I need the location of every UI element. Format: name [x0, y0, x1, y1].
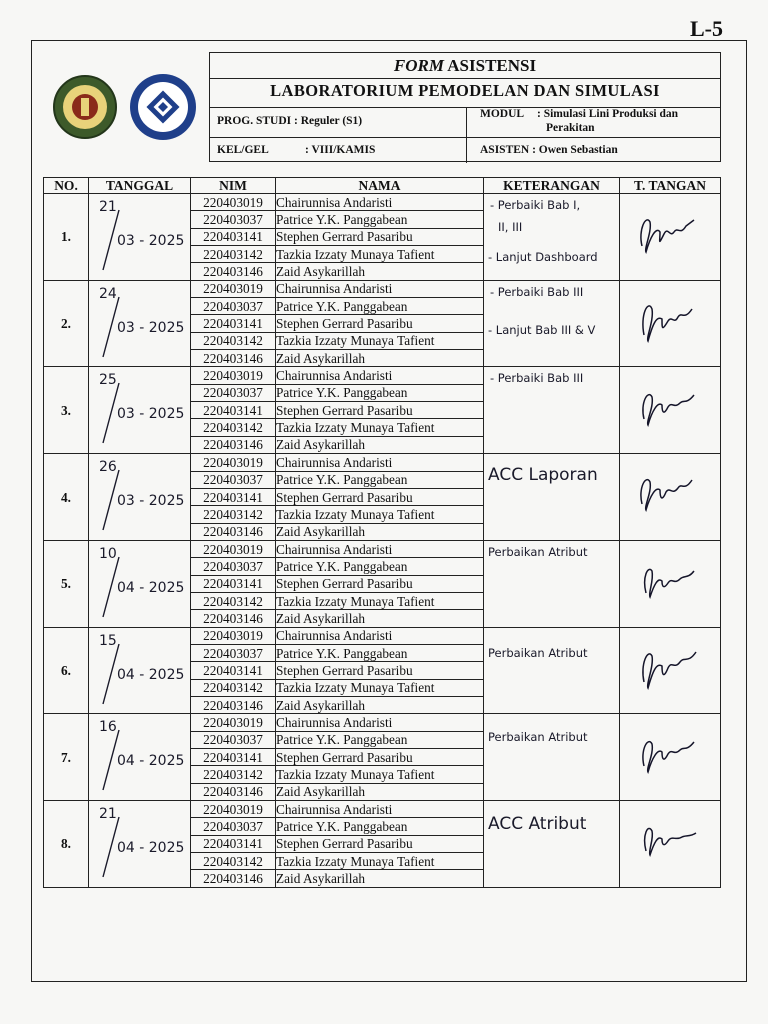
nama-cell: Zaid Asykarillah — [276, 436, 484, 453]
asisten: ASISTEN : Owen Sebastian — [480, 144, 618, 156]
signature-cell — [620, 280, 721, 367]
department-logo — [128, 72, 198, 142]
note-line: - Perbaiki Bab III — [490, 284, 584, 299]
session-date — [89, 194, 191, 281]
kelgel-value: : VIII/KAMIS — [305, 144, 376, 156]
nim-cell: 220403142 — [191, 419, 276, 436]
note-line: - Lanjut Bab III & V — [488, 322, 596, 337]
nama-cell: Stephen Gerrard Pasaribu — [276, 315, 484, 332]
nim-cell: 220403019 — [191, 540, 276, 557]
nama-cell: Tazkia Izzaty Munaya Tafient — [276, 506, 484, 523]
nama-cell: Patrice Y.K. Panggabean — [276, 471, 484, 488]
nama-cell: Chairunnisa Andaristi — [276, 367, 484, 384]
nim-cell: 220403141 — [191, 575, 276, 592]
nama-cell: Stephen Gerrard Pasaribu — [276, 575, 484, 592]
table-row — [44, 714, 721, 731]
header-tanggal: TANGGAL — [89, 178, 191, 194]
nim-cell: 220403146 — [191, 696, 276, 713]
nama-cell: Stephen Gerrard Pasaribu — [276, 835, 484, 852]
form-header — [209, 52, 721, 162]
nim-cell: 220403141 — [191, 749, 276, 766]
table-row — [44, 801, 721, 818]
nim-cell: 220403037 — [191, 471, 276, 488]
nama-cell: Chairunnisa Andaristi — [276, 454, 484, 471]
nim-cell: 220403142 — [191, 332, 276, 349]
assistant-signature — [634, 642, 704, 698]
nama-cell: Zaid Asykarillah — [276, 696, 484, 713]
university-seal-logo — [52, 74, 118, 140]
date-month-year: 04 - 2025 — [117, 753, 185, 770]
nim-cell: 220403142 — [191, 679, 276, 696]
nama-cell: Tazkia Izzaty Munaya Tafient — [276, 246, 484, 263]
assistant-signature — [634, 555, 704, 611]
session-notes — [484, 280, 620, 367]
nim-cell: 220403142 — [191, 592, 276, 609]
nim-cell: 220403142 — [191, 246, 276, 263]
nama-cell: Zaid Asykarillah — [276, 350, 484, 367]
signature-cell — [620, 714, 721, 801]
nim-cell: 220403019 — [191, 280, 276, 297]
nama-cell: Tazkia Izzaty Munaya Tafient — [276, 419, 484, 436]
nim-cell: 220403146 — [191, 350, 276, 367]
nim-cell: 220403141 — [191, 402, 276, 419]
prog-studi: PROG. STUDI : Reguler (S1) — [217, 115, 363, 127]
modul-label: MODUL — [480, 108, 525, 120]
nim-cell: 220403141 — [191, 662, 276, 679]
session-number: 8. — [44, 801, 89, 888]
date-day: 25 — [99, 372, 117, 389]
nim-cell: 220403019 — [191, 194, 276, 211]
session-notes — [484, 714, 620, 801]
nim-cell: 220403141 — [191, 315, 276, 332]
session-number: 4. — [44, 454, 89, 541]
nim-cell: 220403019 — [191, 627, 276, 644]
nama-cell: Tazkia Izzaty Munaya Tafient — [276, 679, 484, 696]
date-day: 24 — [99, 285, 117, 302]
assistant-signature — [634, 208, 704, 264]
nama-cell: Patrice Y.K. Panggabean — [276, 558, 484, 575]
note-line: ACC Laporan — [488, 465, 598, 486]
assistant-signature — [634, 728, 704, 784]
nama-cell: Tazkia Izzaty Munaya Tafient — [276, 332, 484, 349]
date-month-year: 03 - 2025 — [117, 319, 185, 336]
session-date — [89, 627, 191, 714]
lab-title: LABORATORIUM PEMODELAN DAN SIMULASI — [270, 81, 660, 100]
kelgel-label: KEL/GEL — [217, 144, 269, 156]
nama-cell: Zaid Asykarillah — [276, 263, 484, 280]
session-date — [89, 540, 191, 627]
nama-cell: Chairunnisa Andaristi — [276, 627, 484, 644]
date-day: 10 — [99, 545, 117, 562]
signature-cell — [620, 540, 721, 627]
session-number: 2. — [44, 280, 89, 367]
date-day: 15 — [99, 632, 117, 649]
assistance-table — [43, 177, 721, 888]
nim-cell: 220403142 — [191, 853, 276, 870]
header-keterangan: KETERANGAN — [484, 178, 620, 194]
date-month-year: 03 - 2025 — [117, 406, 185, 423]
table-header-row — [44, 178, 721, 194]
session-date — [89, 714, 191, 801]
nama-cell: Chairunnisa Andaristi — [276, 540, 484, 557]
nim-cell: 220403141 — [191, 228, 276, 245]
nama-cell: Chairunnisa Andaristi — [276, 280, 484, 297]
nama-cell: Tazkia Izzaty Munaya Tafient — [276, 853, 484, 870]
signature-cell — [620, 194, 721, 281]
session-notes — [484, 801, 620, 888]
nim-cell: 220403019 — [191, 714, 276, 731]
assistant-signature — [634, 468, 704, 524]
session-date — [89, 367, 191, 454]
date-month-year: 04 - 2025 — [117, 840, 185, 857]
session-number: 5. — [44, 540, 89, 627]
nama-cell: Patrice Y.K. Panggabean — [276, 731, 484, 748]
nim-cell: 220403037 — [191, 298, 276, 315]
session-notes — [484, 627, 620, 714]
signature-cell — [620, 454, 721, 541]
session-notes — [484, 540, 620, 627]
note-line: - Lanjut Dashboard — [488, 250, 598, 264]
date-day: 21 — [99, 806, 117, 823]
signature-cell — [620, 627, 721, 714]
nama-cell: Patrice Y.K. Panggabean — [276, 298, 484, 315]
modul-value-2: Perakitan — [546, 122, 595, 134]
nama-cell: Stephen Gerrard Pasaribu — [276, 488, 484, 505]
nama-cell: Zaid Asykarillah — [276, 783, 484, 800]
nim-cell: 220403037 — [191, 818, 276, 835]
note-line: - Perbaiki Bab III — [490, 371, 584, 386]
nama-cell: Tazkia Izzaty Munaya Tafient — [276, 766, 484, 783]
nim-cell: 220403037 — [191, 211, 276, 228]
nama-cell: Stephen Gerrard Pasaribu — [276, 402, 484, 419]
nim-cell: 220403146 — [191, 436, 276, 453]
nim-cell: 220403037 — [191, 384, 276, 401]
nama-cell: Patrice Y.K. Panggabean — [276, 384, 484, 401]
nim-cell: 220403141 — [191, 835, 276, 852]
note-line: Perbaikan Atribut — [488, 544, 588, 559]
nim-cell: 220403142 — [191, 766, 276, 783]
nim-cell: 220403146 — [191, 610, 276, 627]
note-line: - Perbaiki Bab I, — [490, 198, 581, 212]
nim-cell: 220403019 — [191, 367, 276, 384]
note-line: Perbaikan Atribut — [488, 645, 588, 660]
date-day: 21 — [99, 199, 117, 215]
nim-cell: 220403019 — [191, 454, 276, 471]
form-title — [210, 56, 720, 76]
nim-cell: 220403146 — [191, 263, 276, 280]
date-month-year: 04 - 2025 — [117, 579, 185, 596]
form-title-italic: FORM — [393, 56, 444, 75]
session-number: 6. — [44, 627, 89, 714]
header-tanda-tangan: T. TANGAN — [620, 178, 721, 194]
nama-cell: Patrice Y.K. Panggabean — [276, 644, 484, 661]
form-title-rest: ASISTENSI — [443, 56, 537, 75]
nama-cell: Chairunnisa Andaristi — [276, 714, 484, 731]
session-date — [89, 801, 191, 888]
nama-cell: Chairunnisa Andaristi — [276, 801, 484, 818]
logos — [44, 68, 204, 152]
nim-cell: 220403142 — [191, 506, 276, 523]
table-row — [44, 367, 721, 384]
page-code: L-5 — [690, 16, 723, 41]
session-date — [89, 454, 191, 541]
header-nim: NIM — [191, 178, 276, 194]
assistant-signature — [634, 815, 704, 871]
nim-cell: 220403037 — [191, 644, 276, 661]
assistant-signature — [634, 295, 704, 351]
header-nama: NAMA — [276, 178, 484, 194]
header-no: NO. — [44, 178, 89, 194]
date-day: 26 — [99, 459, 117, 476]
note-line: Perbaikan Atribut — [488, 730, 588, 745]
nama-cell: Zaid Asykarillah — [276, 523, 484, 540]
session-number: 7. — [44, 714, 89, 801]
nim-cell: 220403146 — [191, 523, 276, 540]
date-month-year: 03 - 2025 — [117, 493, 185, 510]
nama-cell: Tazkia Izzaty Munaya Tafient — [276, 592, 484, 609]
nim-cell: 220403141 — [191, 488, 276, 505]
assistant-signature — [634, 381, 704, 437]
signature-cell — [620, 367, 721, 454]
session-notes — [484, 454, 620, 541]
session-number: 1. — [44, 194, 89, 281]
table-row — [44, 540, 721, 557]
nim-cell: 220403037 — [191, 558, 276, 575]
nama-cell: Patrice Y.K. Panggabean — [276, 818, 484, 835]
date-day: 16 — [99, 719, 117, 736]
nama-cell: Zaid Asykarillah — [276, 610, 484, 627]
table-row — [44, 627, 721, 644]
nama-cell: Patrice Y.K. Panggabean — [276, 211, 484, 228]
nim-cell: 220403019 — [191, 801, 276, 818]
nim-cell: 220403146 — [191, 870, 276, 887]
nama-cell: Chairunnisa Andaristi — [276, 194, 484, 211]
session-date — [89, 280, 191, 367]
table-row — [44, 194, 721, 211]
nama-cell: Zaid Asykarillah — [276, 870, 484, 887]
session-notes — [484, 194, 620, 281]
table-row — [44, 280, 721, 297]
nama-cell: Stephen Gerrard Pasaribu — [276, 749, 484, 766]
nama-cell: Stephen Gerrard Pasaribu — [276, 228, 484, 245]
table-row — [44, 454, 721, 471]
session-notes — [484, 367, 620, 454]
nama-cell: Stephen Gerrard Pasaribu — [276, 662, 484, 679]
date-month-year: 04 - 2025 — [117, 666, 185, 683]
session-number: 3. — [44, 367, 89, 454]
date-month-year: 03 - 2025 — [117, 233, 185, 249]
signature-cell — [620, 801, 721, 888]
nim-cell: 220403037 — [191, 731, 276, 748]
note-line: II, III — [498, 220, 523, 234]
nim-cell: 220403146 — [191, 783, 276, 800]
note-line: ACC Atribut — [488, 814, 587, 835]
modul-value-1: : Simulasi Lini Produksi dan — [537, 108, 679, 120]
